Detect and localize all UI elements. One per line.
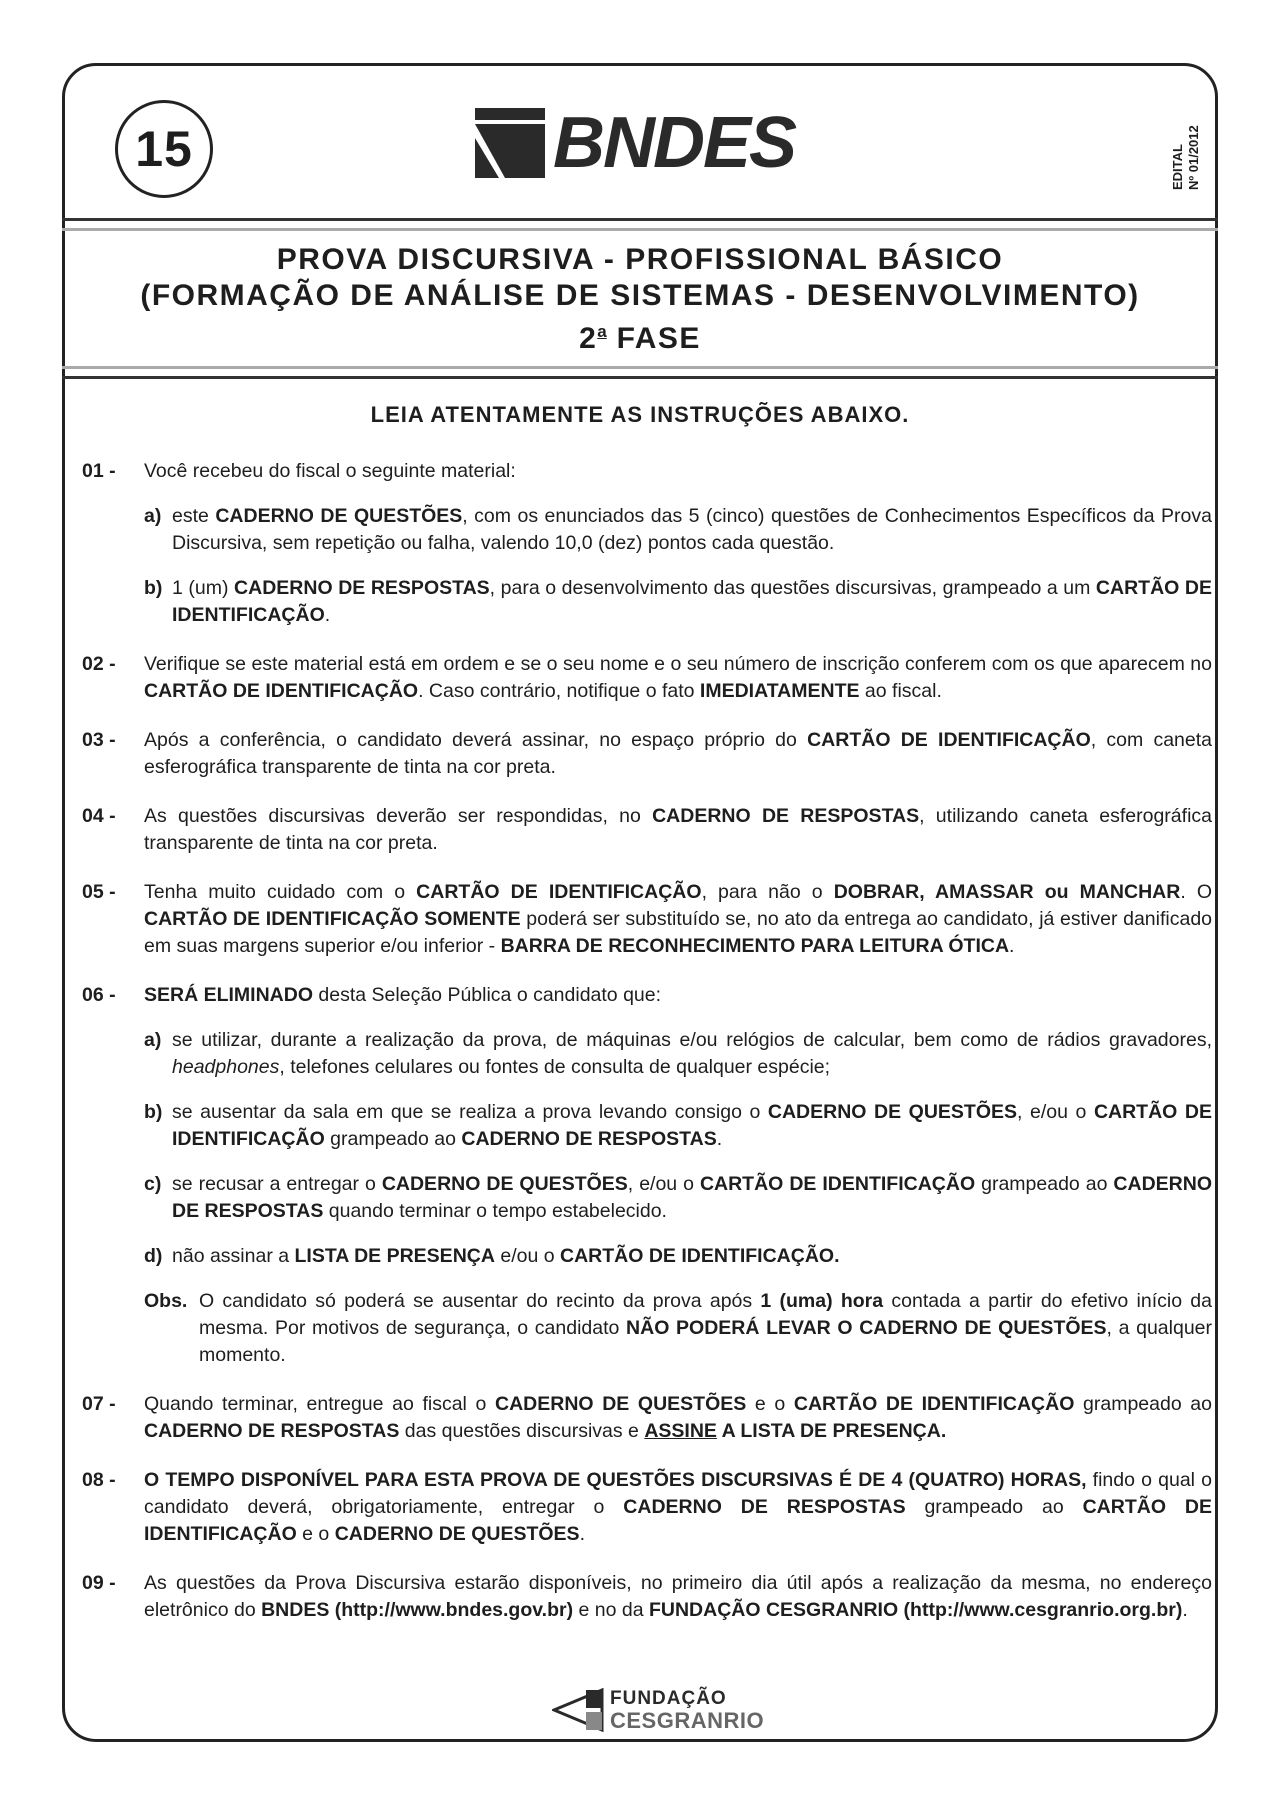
list-subitem: c) se recusar a entregar o CADERNO DE QUESTÕES, e/ou o CARTÃO DE IDENTIFICAÇÃO grampeado ao CADERNO DE RESPOSTAS quando terminar o tempo estabelecido. xyxy=(144,1173,1212,1222)
cesgranrio-logo xyxy=(552,1688,764,1732)
list-item: 08 - O TEMPO DISPONÍVEL PARA ESTA PROVA DE QUESTÕES DISCURSIVAS É DE 4 (QUATRO) HORAS, findo o qual o candidato deverá, obrigatoriamente, entregar o CADERNO DE RESPOSTAS grampeado ao CARTÃO DE IDENTIFICAÇÃO e o CADERNO DE QUESTÕES. xyxy=(82,1469,1212,1545)
bndes-logo-icon xyxy=(475,108,545,178)
list-item: 09 - As questões da Prova Discursiva estarão disponíveis, no primeiro dia útil após a realização da mesma, no endereço eletrônico do BNDES (http://www.bndes.gov.br) e no da FUNDAÇÃO CESGRANRIO (http://www.cesgranrio.org.br). xyxy=(82,1572,1212,1621)
exam-number: 15 xyxy=(135,121,193,177)
list-subitem: a) este CADERNO DE QUESTÕES, com os enunciados das 5 (cinco) questões de Conhecimentos Específicos da Prova Discursiva, sem repetição ou falha, valendo 10,0 (dez) pontos cada questão. xyxy=(144,505,1212,554)
edital-line1: EDITAL xyxy=(1170,144,1185,190)
title-line2: (FORMAÇÃO DE ANÁLISE DE SISTEMAS - DESENVOLVIMENTO) xyxy=(140,279,1140,312)
edital-label xyxy=(1170,125,1202,190)
divider xyxy=(62,366,1218,369)
list-item: 05 - Tenha muito cuidado com o CARTÃO DE IDENTIFICAÇÃO, para não o DOBRAR, AMASSAR ou MANCHAR. O CARTÃO DE IDENTIFICAÇÃO SOMENTE poderá ser substituído se, no ato da entrega ao candidato, já estiver danificado em suas margens superior e/ou inferior - BARRA DE RECONHECIMENTO PARA LEITURA ÓTICA. xyxy=(82,881,1213,957)
title-line1: PROVA DISCURSIVA - PROFISSIONAL BÁSICO xyxy=(276,243,1004,276)
list-subitem: b) 1 (um) CADERNO DE RESPOSTAS, para o desenvolvimento das questões discursivas, grampeado a um CARTÃO DE IDENTIFICAÇÃO. xyxy=(144,577,1212,626)
cesgranrio-logo-icon xyxy=(552,1688,604,1732)
bndes-logo xyxy=(475,103,796,183)
list-item: 01 - Você recebeu do fiscal o seguinte material: a) este CADERNO DE QUESTÕES, com os enunciados das 5 (cinco) questões de Conhecimentos Específicos da Prova Discursiva, sem repetição ou falha, valendo 10,0 (dez) pontos cada questão. b) 1 (um) CADERNO DE RESPOSTAS, para o desenvolvimento das questões discursivas, grampeado a um CARTÃO DE IDENTIFICAÇÃO. xyxy=(82,458,1212,629)
edital-line2: Nº 01/2012 xyxy=(1186,125,1201,190)
observation-note: Obs. O candidato só poderá se ausentar do recinto da prova após 1 (uma) hora contada a partir do efetivo início da mesma. Por motivos de segurança, o candidato NÃO PODERÁ LEVAR O CADERNO DE QUESTÕES, a qualquer momento. xyxy=(144,1290,1213,1366)
divider xyxy=(62,218,1218,221)
page-title xyxy=(62,242,1218,357)
list-item: 04 - As questões discursivas deverão ser respondidas, no CADERNO DE RESPOSTAS, utilizando caneta esferográfica transparente de tinta na cor preta. xyxy=(82,805,1212,854)
list-subitem: a) se utilizar, durante a realização da prova, de máquinas e/ou relógios de calcular, bem como de rádios gravadores, headphones, telefones celulares ou fontes de consulta de qualquer espécie; xyxy=(144,1029,1212,1078)
footer-line2: CESGRANRIO xyxy=(610,1708,765,1733)
list-subitem: b) se ausentar da sala em que se realiza a prova levando consigo o CADERNO DE QUESTÕES, e/ou o CARTÃO DE IDENTIFICAÇÃO grampeado ao CADERNO DE RESPOSTAS. xyxy=(144,1101,1212,1150)
divider xyxy=(62,228,1218,231)
exam-number-badge xyxy=(115,100,213,198)
divider xyxy=(62,376,1218,379)
list-item: 07 - Quando terminar, entregue ao fiscal o CADERNO DE QUESTÕES e o CARTÃO DE IDENTIFICAÇÃO grampeado ao CADERNO DE RESPOSTAS das questões discursivas e ASSINE A LISTA DE PRESENÇA. xyxy=(82,1393,1212,1442)
list-item: 02 - Verifique se este material está em ordem e se o seu nome e o seu número de inscrição conferem com os que aparecem no CARTÃO DE IDENTIFICAÇÃO. Caso contrário, notifique o fato IMEDIATAMENTE ao fiscal. xyxy=(82,653,1212,702)
title-phase: 2$^a$ FASE xyxy=(579,322,701,355)
instructions-list xyxy=(82,458,1212,1646)
list-subitem: d) não assinar a LISTA DE PRESENÇA e/ou o CARTÃO DE IDENTIFICAÇÃO. xyxy=(144,1245,840,1267)
instructions-heading: LEIA ATENTAMENTE AS INSTRUÇÕES ABAIXO. xyxy=(370,402,910,427)
list-item: 06 - SERÁ ELIMINADO desta Seleção Pública o candidato que: a) se utilizar, durante a realização da prova, de máquinas e/ou relógios de calcular, bem como de rádios gravadores, headphones, telefones celulares ou fontes de consulta de qualquer espécie; b) se ausentar da sala em que se realiza a prova levando consigo o CADERNO DE QUESTÕES, e/ou o CARTÃO DE IDENTIFICAÇÃO grampeado ao CADERNO DE RESPOSTAS. c) se recusar a entregar o CADERNO DE QUESTÕES, e/ou o CARTÃO DE IDENTIFICAÇÃO grampeado ao CADERNO DE RESPOSTAS quando terminar o tempo estabelecido. d) não assinar a LISTA DE PRESENÇA e/ou o CARTÃO DE IDENTIFICAÇÃO. Obs. O candidato só poderá se ausentar do recinto da prova após 1 (uma) hora contada a partir do efetivo início da mesma. Por motivos de segurança, o candidato NÃO PODERÁ LEVAR O CADERNO DE QUESTÕES, a qualquer momento. xyxy=(82,982,1212,1369)
list-item: 03 - Após a conferência, o candidato deverá assinar, no espaço próprio do CARTÃO DE IDENTIFICAÇÃO, com caneta esferográfica transparente de tinta na cor preta. xyxy=(82,729,1212,778)
footer-line1: FUNDAÇÃO xyxy=(610,1688,727,1709)
bndes-logo-text: BNDES xyxy=(553,103,796,183)
